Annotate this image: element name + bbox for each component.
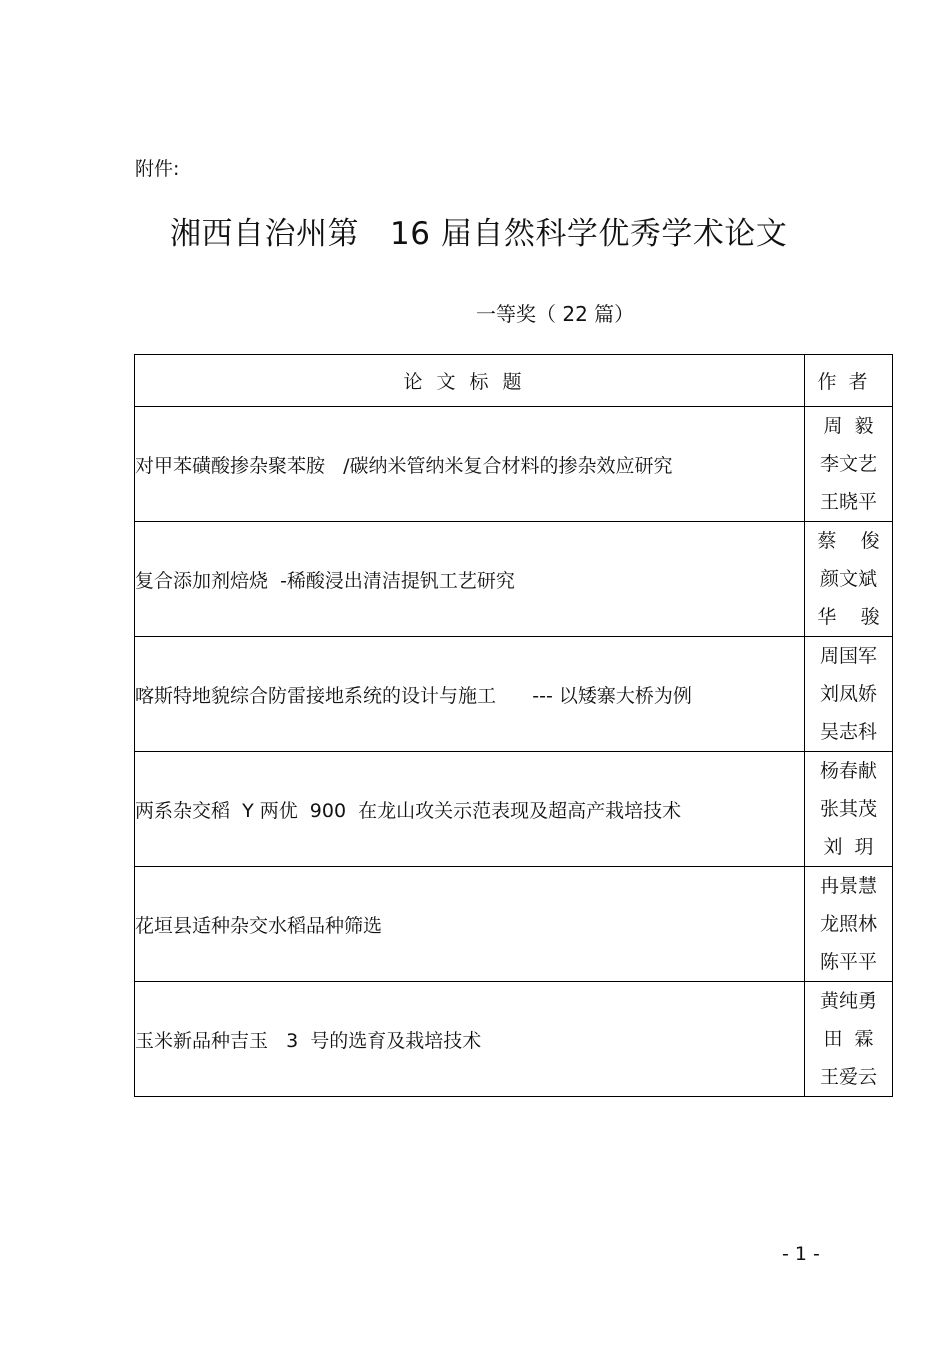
paper-title: 喀斯特地貌综合防雷接地系统的设计与施工 --- 以矮寨大桥为例 xyxy=(135,637,805,752)
author-name: 杨春献 xyxy=(819,760,877,782)
table-row xyxy=(135,637,893,752)
author-name: 刘 玥 xyxy=(823,836,874,858)
paper-authors xyxy=(805,407,893,522)
document-title: 湘西自治州第 16 届自然科学优秀学术论文 xyxy=(170,216,788,252)
author-name: 陈平平 xyxy=(819,951,877,973)
award-heading: 一等奖（ 22 篇） xyxy=(476,302,635,326)
author-name: 华 骏 xyxy=(817,606,880,628)
author-name: 吴志科 xyxy=(819,721,877,743)
paper-authors xyxy=(805,867,893,982)
author-name: 田 霖 xyxy=(823,1028,874,1050)
page-number: - 1 - xyxy=(782,1243,820,1265)
paper-authors xyxy=(805,752,893,867)
paper-authors xyxy=(805,637,893,752)
table-row xyxy=(135,982,893,1097)
paper-title: 复合添加剂焙烧 -稀酸浸出清洁提钒工艺研究 xyxy=(135,522,805,637)
author-name: 周国军 xyxy=(819,645,877,667)
table-row xyxy=(135,752,893,867)
author-name: 刘凤娇 xyxy=(819,683,877,705)
author-name: 王爱云 xyxy=(819,1066,877,1088)
papers-table xyxy=(134,354,893,1097)
attachment-label: 附件: xyxy=(135,158,180,180)
table-row xyxy=(135,867,893,982)
column-header-title: 论文标题 xyxy=(135,355,805,407)
author-name: 蔡 俊 xyxy=(817,530,880,552)
paper-title: 对甲苯磺酸掺杂聚苯胺 /碳纳米管纳米复合材料的掺杂效应研究 xyxy=(135,407,805,522)
table-header-row xyxy=(135,355,893,407)
author-name: 张其茂 xyxy=(819,798,877,820)
author-name: 冉景慧 xyxy=(819,875,877,897)
column-header-author: 作者 xyxy=(805,355,893,407)
paper-title: 花垣县适种杂交水稻品种筛选 xyxy=(135,867,805,982)
author-name: 李文艺 xyxy=(819,453,877,475)
author-name: 龙照林 xyxy=(819,913,877,935)
paper-title: 玉米新品种吉玉 3 号的选育及栽培技术 xyxy=(135,982,805,1097)
author-name: 王晓平 xyxy=(819,491,877,513)
table-row xyxy=(135,522,893,637)
paper-title: 两系杂交稻 Y 两优 900 在龙山攻关示范表现及超高产栽培技术 xyxy=(135,752,805,867)
author-name: 黄纯勇 xyxy=(819,990,877,1012)
paper-authors xyxy=(805,982,893,1097)
table-row xyxy=(135,407,893,522)
author-name: 周 毅 xyxy=(823,415,874,437)
paper-authors xyxy=(805,522,893,637)
author-name: 颜文斌 xyxy=(819,568,877,590)
